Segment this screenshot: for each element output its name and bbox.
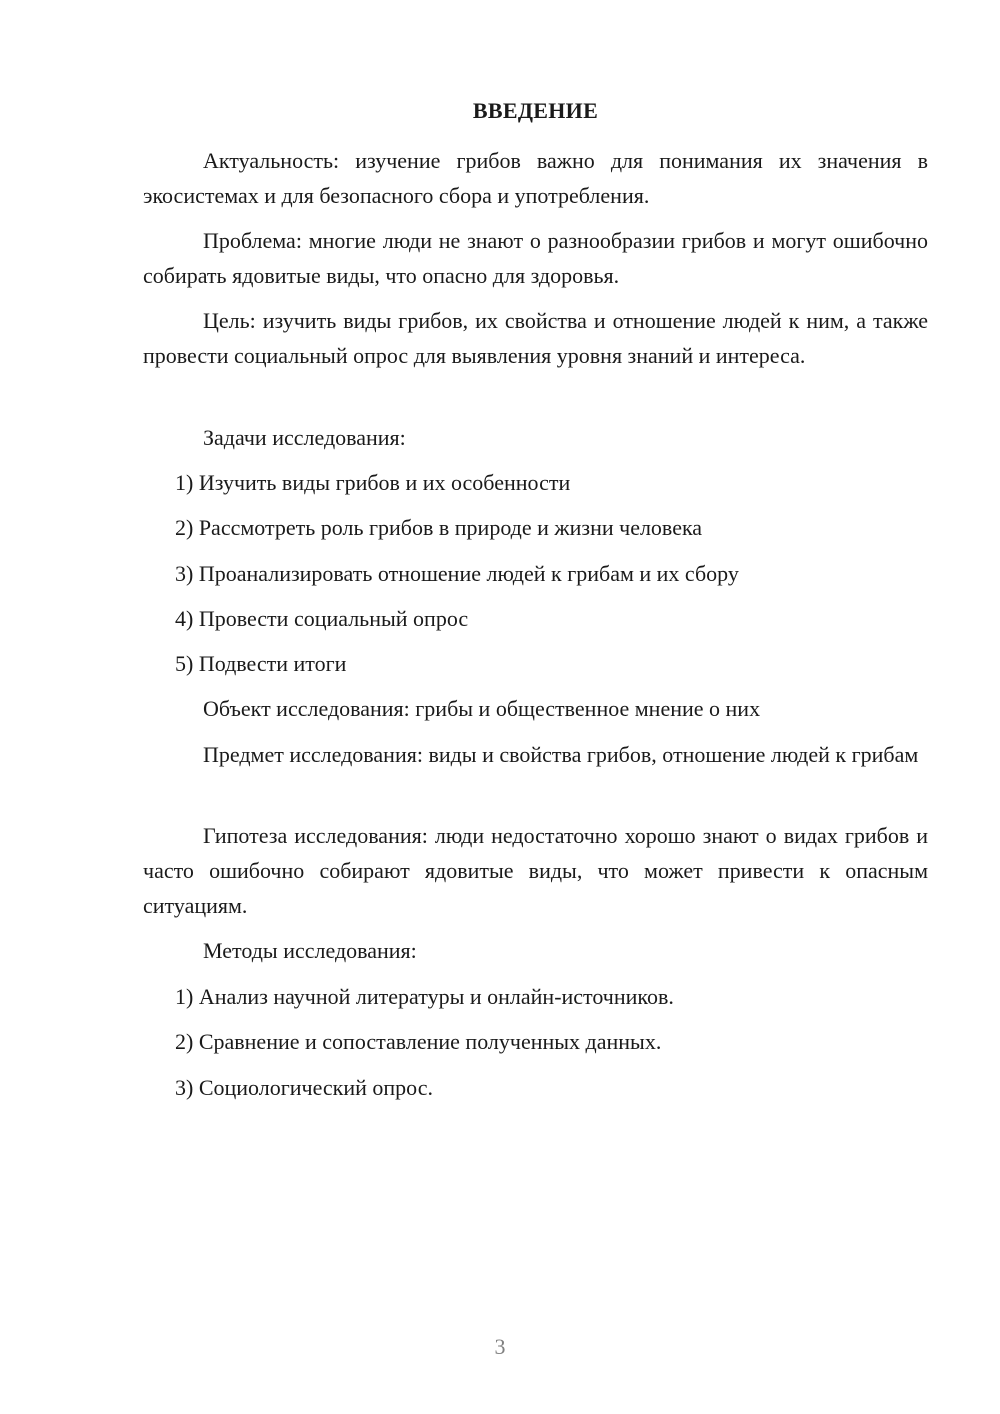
task-item: 1) Изучить виды грибов и их особенности (175, 470, 571, 495)
methods-heading: Методы исследования: (203, 938, 417, 963)
object-paragraph: Объект исследования: грибы и общественное мнение о них (203, 696, 761, 721)
page-title: ВВЕДЕНИЕ (472, 98, 599, 123)
goal-paragraph: Цель: изучить виды грибов, их свойства и отношение людей к ним, а также провести социальный опрос для выявления уровня знаний и интереса. (143, 308, 928, 368)
relevance-paragraph: Актуальность: изучение грибов важно для понимания их значения в экосистемах и для безопасного сбора и употребления. (143, 148, 928, 208)
document-page (143, 0, 928, 1414)
task-item: 5) Подвести итоги (175, 651, 347, 676)
hypothesis-paragraph: Гипотеза исследования: люди недостаточно хорошо знают о видах грибов и часто ошибочно собирают ядовитые виды, что может привести к опасным ситуациям. (143, 823, 928, 918)
tasks-heading: Задачи исследования: (203, 425, 406, 450)
task-item: 2) Рассмотреть роль грибов в природе и жизни человека (175, 515, 703, 540)
method-item: 2) Сравнение и сопоставление полученных данных. (175, 1029, 662, 1054)
subject-paragraph: Предмет исследования: виды и свойства грибов, отношение людей к грибам (203, 742, 919, 767)
method-item: 1) Анализ научной литературы и онлайн-источников. (175, 984, 674, 1009)
problem-paragraph: Проблема: многие люди не знают о разнообразии грибов и могут ошибочно собирать ядовитые виды, что опасно для здоровья. (143, 228, 928, 288)
task-item: 4) Провести социальный опрос (175, 606, 469, 631)
task-item: 3) Проанализировать отношение людей к грибам и их сбору (175, 561, 739, 586)
method-item: 3) Социологический опрос. (175, 1075, 433, 1100)
page-number: 3 (494, 1334, 506, 1359)
